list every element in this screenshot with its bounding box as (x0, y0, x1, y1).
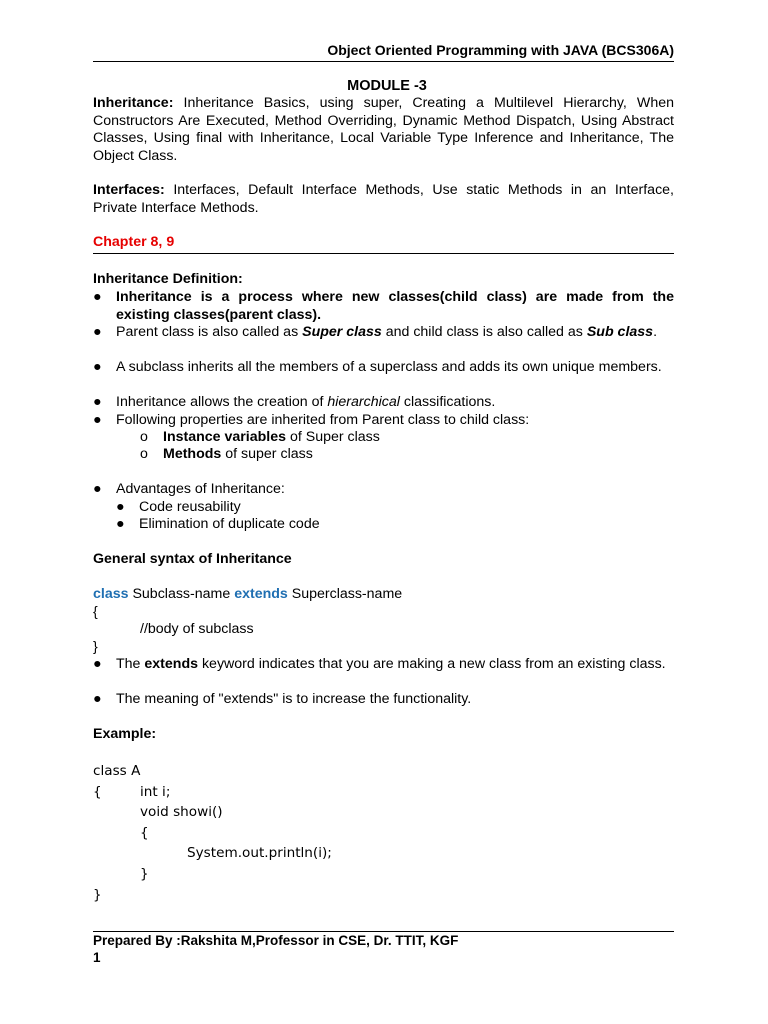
sub-bullet-glyph: o (140, 429, 148, 445)
code-open-brace: { (93, 784, 102, 800)
bullet-glyph: ● (93, 691, 102, 707)
code-line-6: } (140, 866, 149, 882)
extends-keyword: extends (234, 586, 288, 602)
bullet-glyph: ● (116, 499, 125, 515)
advantage-item: Elimination of duplicate code (139, 516, 320, 532)
syntax-open-brace: { (93, 604, 98, 620)
bullet-glyph: ● (93, 656, 102, 672)
methods-term: Methods (163, 446, 222, 462)
note1-text-b: keyword indicates that you are making a new class from an existing class. (198, 656, 666, 672)
code-line-1: class A (93, 763, 141, 779)
class-keyword: class (93, 586, 129, 602)
header-title: Object Oriented Programming with JAVA (BCS306A) (327, 42, 674, 58)
footer-prepared-by: Prepared By :Rakshita M,Professor in CSE, Dr. TTIT, KGF (93, 933, 459, 948)
header-rule (93, 61, 674, 62)
super-class-term: Super class (302, 324, 382, 340)
b4-text-a: Inheritance allows the creation of (116, 394, 328, 410)
sub-class-term: Sub class (586, 324, 654, 340)
syntax-body-comment: //body of subclass (140, 621, 254, 637)
instance-variables-term: Instance variables (163, 429, 287, 445)
definition-heading: Inheritance Definition: (93, 271, 243, 287)
interfaces-label: Interfaces: (93, 182, 165, 198)
bullet-glyph: ● (93, 324, 102, 340)
subclass-name: Subclass-name (128, 586, 235, 602)
bullet-glyph: ● (93, 481, 102, 497)
syntax-line (93, 586, 402, 604)
definition-bullet-1: Inheritance is a process where new classes(child class) are made from the existing classes(parent class). (116, 289, 674, 323)
definition-bullet-5: Following properties are inherited from Parent class to child class: (116, 412, 530, 428)
syntax-close-brace: } (93, 639, 98, 655)
example-heading: Example: (93, 726, 157, 742)
definition-bullet-2 (116, 324, 674, 342)
bullet-glyph: ● (93, 359, 102, 375)
module-title: MODULE -3 (347, 78, 427, 94)
sub1-text: of Super class (286, 429, 380, 445)
b2-text-a: Parent class is also called as (116, 324, 303, 340)
syntax-heading: General syntax of Inheritance (93, 551, 292, 567)
code-line-3: void showi() (140, 804, 223, 820)
extends-meaning-note: The meaning of "extends" is to increase the functionality. (116, 691, 472, 707)
interfaces-intro (93, 182, 674, 217)
page-number: 1 (93, 950, 101, 965)
chapter-rule (93, 253, 674, 254)
footer-rule (93, 931, 674, 932)
hierarchical-term: hierarchical (327, 394, 400, 410)
code-line-2: int i; (140, 784, 171, 800)
inheritance-label: Inheritance: (93, 95, 174, 111)
chapter-heading: Chapter 8, 9 (93, 234, 175, 250)
interfaces-text: Interfaces, Default Interface Methods, Use static Methods in an Interface, Private Interface Methods. (93, 182, 674, 216)
inherited-methods (163, 446, 313, 464)
b2-text-c: . (653, 324, 658, 340)
inherited-instance-variables (163, 429, 380, 447)
code-line-4: { (140, 825, 149, 841)
code-line-7: } (93, 887, 102, 903)
bullet-glyph: ● (93, 394, 102, 410)
extends-note (116, 656, 674, 674)
superclass-name: Superclass-name (287, 586, 403, 602)
extends-term: extends (144, 656, 199, 672)
code-line-5: System.out.println(i); (187, 845, 332, 861)
bullet-glyph: ● (93, 289, 102, 305)
definition-bullet-3: A subclass inherits all the members of a superclass and adds its own unique members. (116, 359, 662, 375)
advantage-item: Code reusability (139, 499, 241, 515)
definition-bullet-4 (116, 394, 674, 412)
advantages-title: Advantages of Inheritance: (116, 481, 285, 497)
inheritance-text: Inheritance Basics, using super, Creating a Multilevel Hierarchy, When Constructors Are Executed, Method Overriding, Dynamic Method Dispatch, Using Abstract Classes, Using final with Inheritance, Local Variable Type Inference and Inheritance, The Object Class. (93, 95, 674, 164)
sub-bullet-glyph: o (140, 446, 148, 462)
b2-text-b: and child class is also called as (381, 324, 587, 340)
bullet-glyph: ● (116, 516, 125, 532)
inheritance-intro (93, 95, 674, 165)
bullet-glyph: ● (93, 412, 102, 428)
note1-text-a: The (116, 656, 145, 672)
b4-text-b: classifications. (399, 394, 496, 410)
sub2-text: of super class (221, 446, 313, 462)
